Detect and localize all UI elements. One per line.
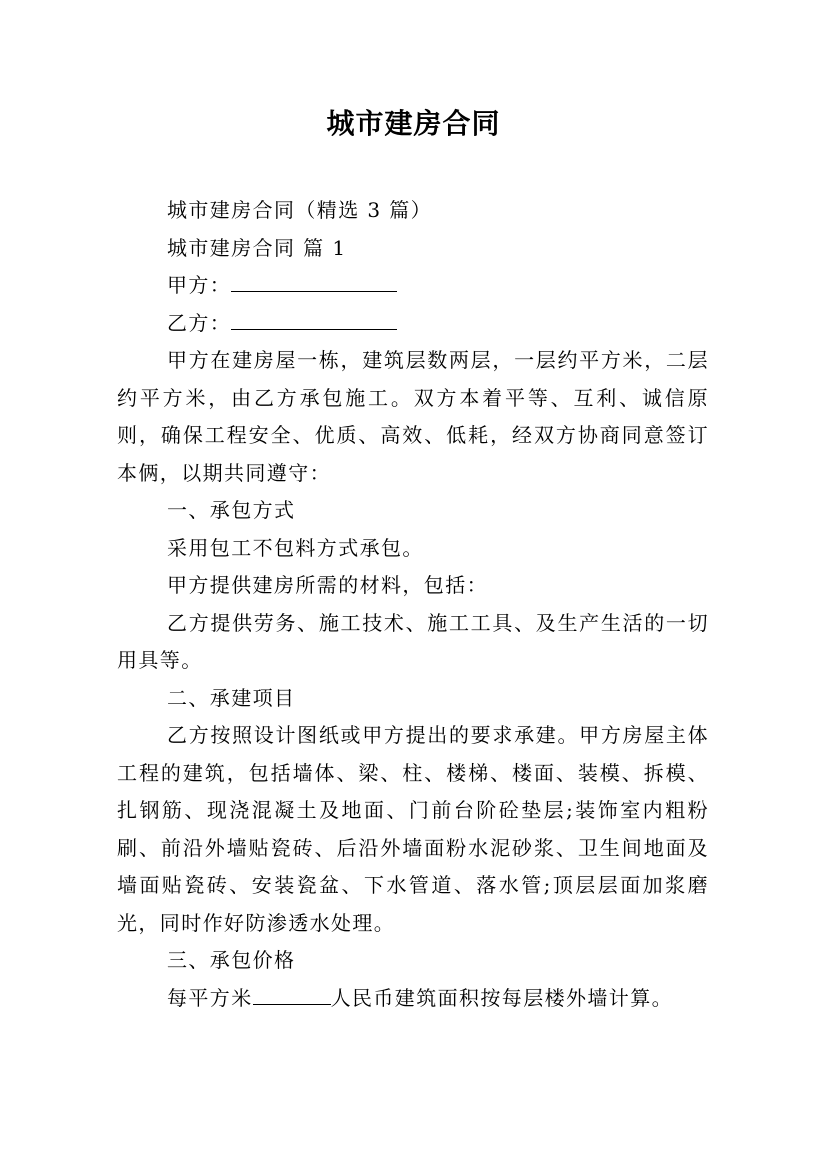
clause3-heading: 三、承包价格	[167, 948, 296, 972]
document-body	[117, 192, 709, 1017]
clause2-paragraph-1: 乙方按照设计图纸或甲方提出的要求承建。甲方房屋主体工程的建筑，包括墙体、梁、柱、楼梯、楼面、装模、拆模、扎钢筋、现浇混凝土及地面、门前台阶砼垫层;装饰室内粗粉刷、前沿外墙贴瓷砖、后沿外墙面粉水泥砂浆、卫生间地面及墙面贴瓷砖、安装瓷盆、下水管道、落水管;顶层层面加浆磨光，同时作好防渗透水处理。	[117, 723, 709, 935]
clause3-paragraph-1	[117, 980, 709, 1018]
clause2-heading: 二、承建项目	[167, 685, 296, 710]
section-heading: 城市建房合同 篇 1	[167, 235, 347, 260]
document-subtitle: 城市建房合同（精选 3 篇）	[167, 198, 433, 222]
clause3-text-after: 人民币建筑面积按每层楼外墙计算。	[330, 985, 674, 1010]
price-blank	[253, 984, 331, 1005]
clause1-paragraph-3: 乙方提供劳务、施工技术、施工工具、及生产生活的一切用具等。	[117, 610, 709, 672]
party-b-line	[117, 305, 709, 343]
clause3-text-before: 每平方米	[167, 985, 253, 1010]
clause1-paragraph-1: 采用包工不包料方式承包。	[167, 535, 424, 560]
party-a-label: 甲方：	[167, 273, 232, 297]
clause1-heading: 一、承包方式	[167, 498, 296, 522]
intro-paragraph: 甲方在建房屋一栋，建筑层数两层，一层约平方米，二层约平方米，由乙方承包施工。双方本着平等、互利、诚信原则，确保工程安全、优质、高效、低耗，经双方协商同意签订本俩，以期共同遵守：	[117, 348, 709, 485]
party-a-line	[117, 267, 709, 305]
party-b-blank	[231, 309, 397, 330]
document-title: 城市建房合同	[326, 107, 501, 140]
clause1-paragraph-2: 甲方提供建房所需的材料，包括：	[167, 573, 488, 597]
party-b-label: 乙方：	[167, 310, 232, 335]
party-a-blank	[231, 271, 397, 292]
